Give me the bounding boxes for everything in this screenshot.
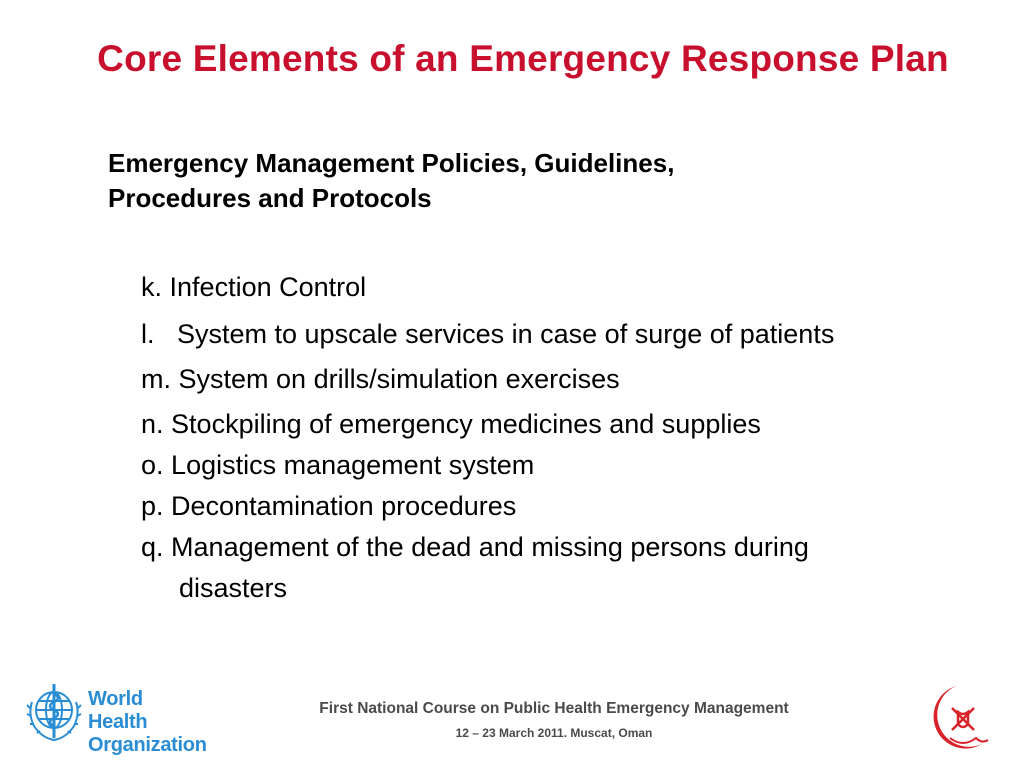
list-item-text: Management of the dead and missing persons during [171, 532, 809, 562]
red-crescent-emblem-icon [912, 682, 996, 754]
footer-date-place: 12 – 23 March 2011. Muscat, Oman [455, 726, 653, 740]
footer-course-title: First National Course on Public Health Emergency Management [319, 700, 789, 717]
list-item-p [141, 491, 516, 522]
list-marker: k. [141, 272, 163, 302]
who-logo-text [88, 688, 207, 757]
section-heading-line-1: Emergency Management Policies, Guidelines, [108, 148, 675, 178]
list-marker: p. [141, 491, 164, 521]
list-item-text: Logistics management system [171, 450, 535, 480]
list-marker: n. [141, 409, 164, 439]
section-heading-line-2: Procedures and Protocols [108, 183, 432, 213]
list-item-q-continuation: disasters [179, 573, 288, 603]
list-item-text: System to upscale services in case of surge of patients [177, 319, 835, 349]
who-logo-line-1: World Health [88, 688, 148, 733]
list-item-q [141, 532, 809, 563]
list-item-text: System on drills/simulation exercises [178, 364, 620, 394]
slide-title: Core Elements of an Emergency Response Plan [97, 38, 949, 79]
section-heading [108, 146, 928, 216]
list-item-text: Stockpiling of emergency medicines and supplies [171, 409, 761, 439]
list-item-n [141, 409, 761, 440]
who-logo-line-2: Organization [88, 734, 207, 756]
who-emblem-icon [24, 680, 84, 744]
list-item-o [141, 450, 534, 481]
list-item-l [141, 319, 834, 350]
list-marker: m. [141, 364, 171, 394]
list-marker: l. [141, 319, 155, 349]
list-marker: q. [141, 532, 164, 562]
who-logo [24, 680, 207, 756]
list-marker: o. [141, 450, 164, 480]
list-item-k [141, 272, 366, 303]
list-item-m [141, 364, 620, 395]
list-item-text: Decontamination procedures [171, 491, 517, 521]
list-item-text: Infection Control [169, 272, 367, 302]
